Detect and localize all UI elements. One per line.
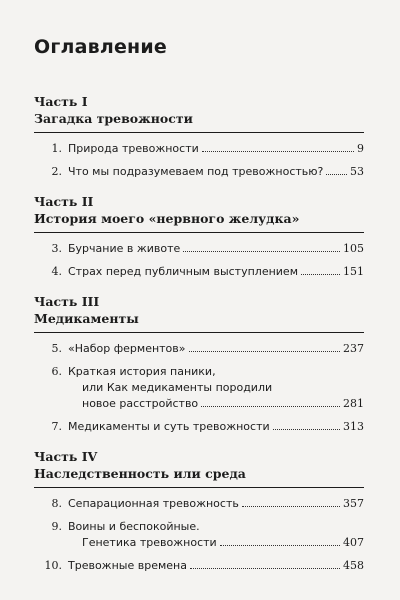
leader-dots (301, 274, 340, 275)
leader-dots (202, 151, 354, 152)
toc-entry-9[interactable] (34, 519, 364, 551)
leader-dots (242, 506, 340, 507)
chapter-number: 9. (51, 520, 62, 533)
toc-entry-8[interactable] (34, 496, 364, 512)
chapter-number: 3. (51, 242, 62, 255)
toc-page (34, 36, 364, 588)
toc-entry-6[interactable] (34, 364, 364, 412)
leader-dots (190, 568, 340, 569)
page-number: 458 (343, 559, 364, 572)
page-number: 53 (350, 165, 364, 178)
chapter-number: 6. (51, 365, 62, 378)
toc-entry-1[interactable] (34, 141, 364, 157)
chapter-title: Краткая история паники, (68, 365, 216, 378)
page-number: 281 (343, 397, 364, 410)
toc-entry-3[interactable] (34, 241, 364, 257)
chapter-title: Сепарационная тревожность (68, 497, 239, 510)
page-number: 105 (343, 242, 364, 255)
toc-entry-4[interactable] (34, 264, 364, 280)
leader-dots (220, 545, 340, 546)
chapter-title: Тревожные времена (68, 559, 187, 572)
chapter-title-continued: новое расстройство (82, 397, 199, 410)
chapter-title: «Набор ферментов» (68, 342, 186, 355)
part-title: История моего «нервного желудка» (34, 211, 300, 226)
part-label: Часть III (34, 294, 100, 309)
page-number: 9 (357, 142, 364, 155)
divider (34, 132, 364, 133)
part-label: Часть IV (34, 449, 98, 464)
page-number: 237 (343, 342, 364, 355)
leader-dots (201, 406, 340, 407)
chapter-number: 2. (51, 165, 62, 178)
page-number: 407 (343, 536, 364, 549)
divider (34, 487, 364, 488)
chapter-title-continued: Генетика тревожности (82, 536, 217, 549)
chapter-number: 10. (44, 559, 62, 572)
chapter-number: 1. (51, 142, 62, 155)
page-number: 151 (343, 265, 364, 278)
chapter-title-continued: или Как медикаменты породили (82, 381, 273, 394)
page-title: Оглавление (34, 36, 167, 58)
part-4 (34, 449, 364, 574)
leader-dots (326, 174, 347, 175)
page-number: 357 (343, 497, 364, 510)
divider (34, 332, 364, 333)
leader-dots (273, 429, 340, 430)
leader-dots (183, 251, 340, 252)
chapter-title: Страх перед публичным выступлением (68, 265, 298, 278)
part-title: Загадка тревожности (34, 111, 193, 126)
chapter-number: 8. (51, 497, 62, 510)
part-1 (34, 94, 364, 180)
page-number: 313 (343, 420, 364, 433)
part-title: Медикаменты (34, 311, 139, 326)
chapter-title: Природа тревожности (68, 142, 199, 155)
toc-entry-7[interactable] (34, 419, 364, 435)
part-label: Часть I (34, 94, 88, 109)
part-3 (34, 294, 364, 435)
part-2 (34, 194, 364, 280)
chapter-number: 5. (51, 342, 62, 355)
chapter-title: Воины и беспокойные. (68, 520, 200, 533)
part-label: Часть II (34, 194, 94, 209)
part-title: Наследственность или среда (34, 466, 246, 481)
leader-dots (189, 351, 341, 352)
chapter-title: Что мы подразумеваем под тревожностью? (68, 165, 324, 178)
chapter-title: Бурчание в животе (68, 242, 181, 255)
divider (34, 232, 364, 233)
chapter-title: Медикаменты и суть тревожности (68, 420, 270, 433)
toc-entry-10[interactable] (34, 558, 364, 574)
toc-entry-2[interactable] (34, 164, 364, 180)
chapter-number: 4. (51, 265, 62, 278)
chapter-number: 7. (51, 420, 62, 433)
toc-entry-5[interactable] (34, 341, 364, 357)
